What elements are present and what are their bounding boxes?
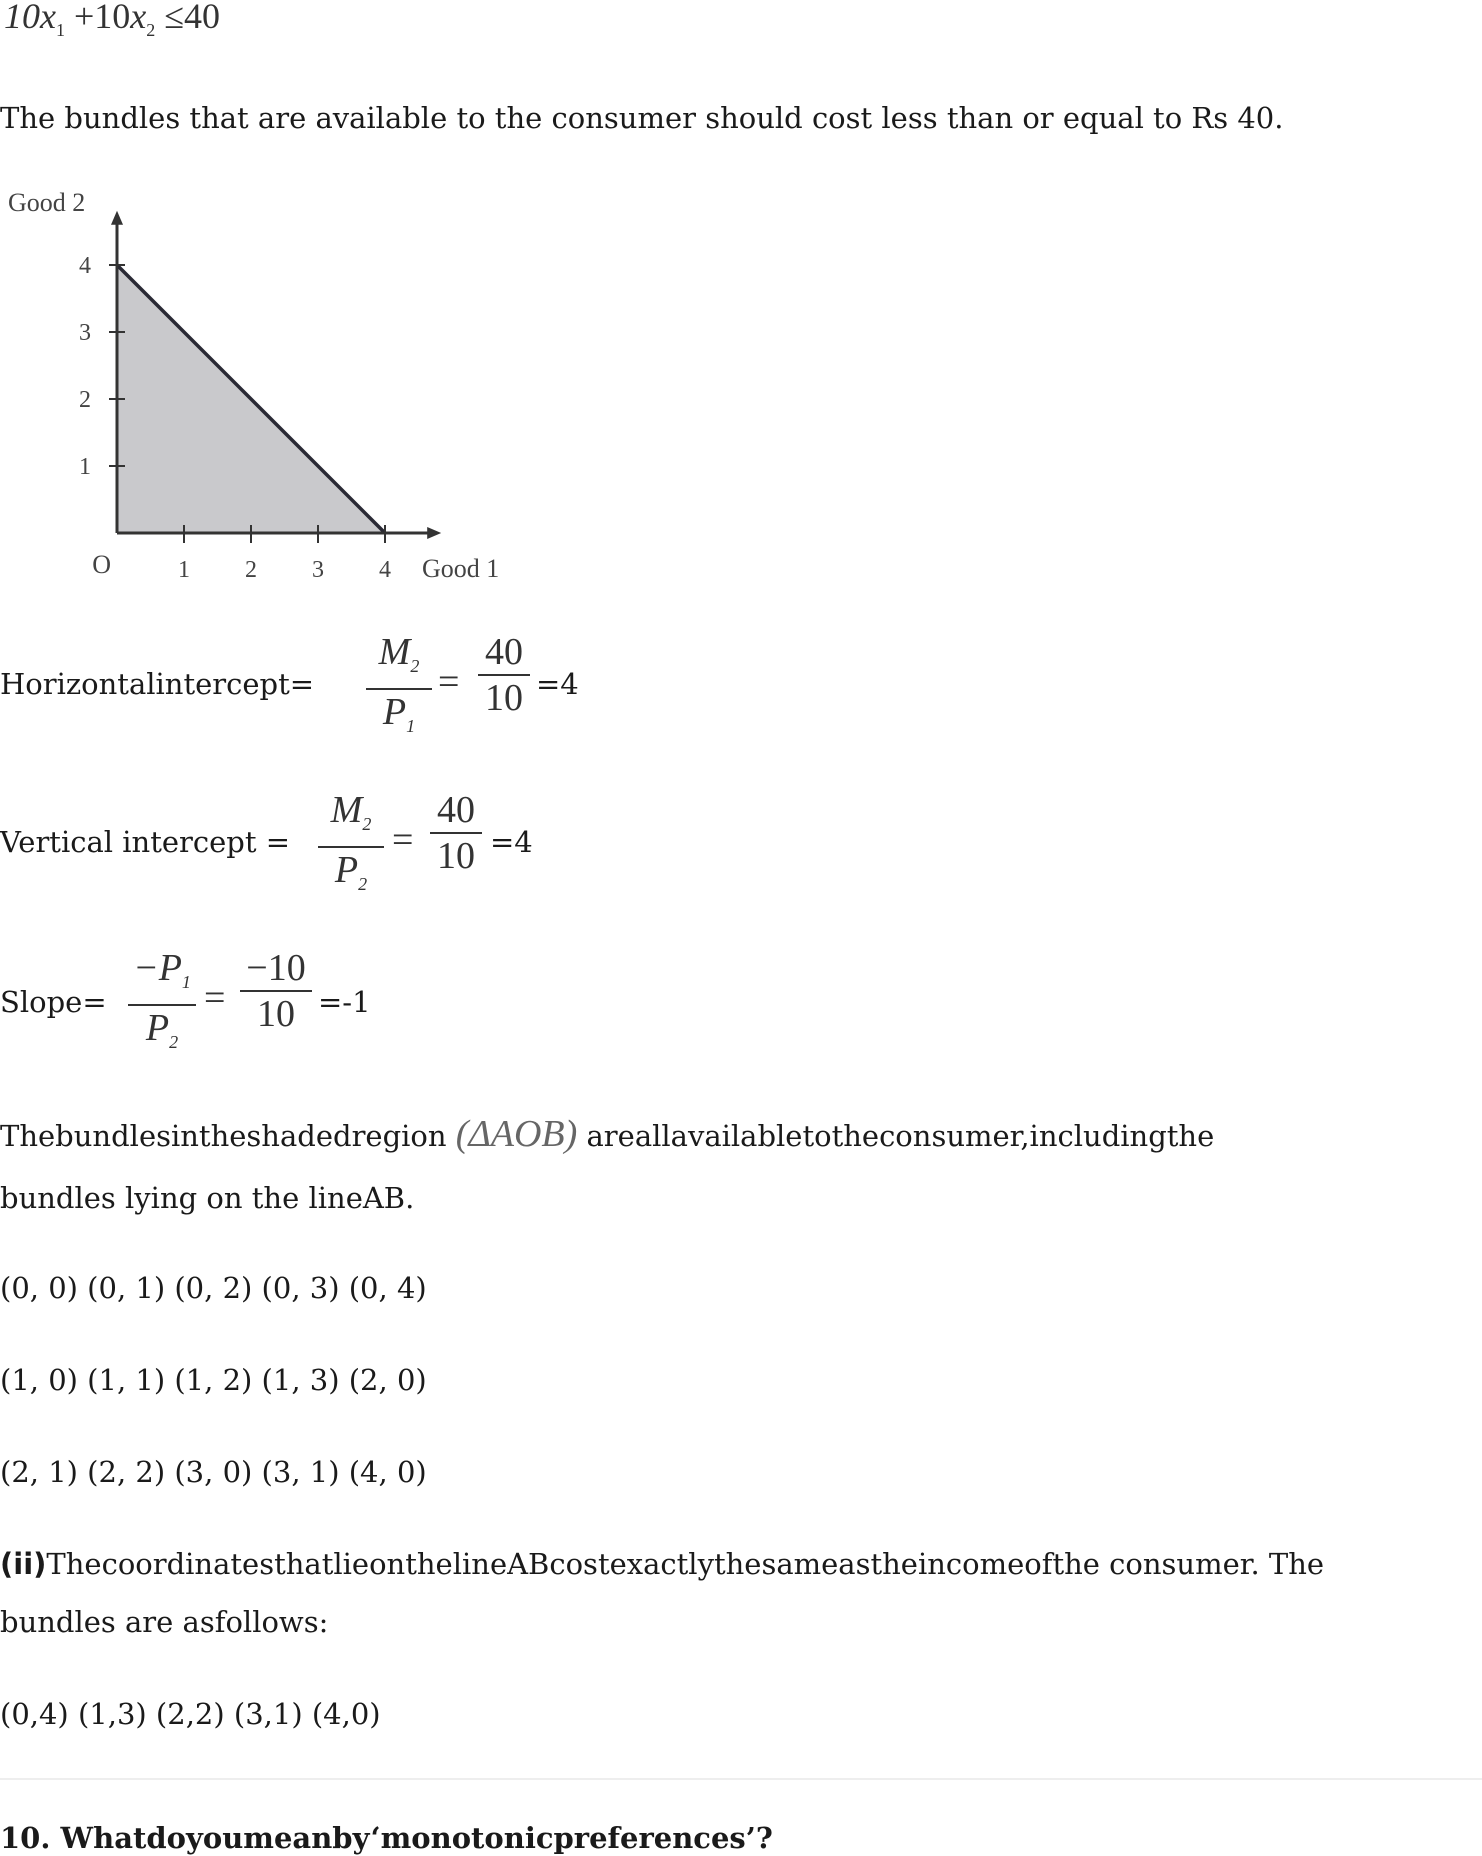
y-tick-label: 1 <box>79 454 91 480</box>
slope-result: =-1 <box>318 985 371 1019</box>
frac-sub: 2 <box>169 1032 179 1052</box>
y-tick-label: 3 <box>79 320 91 346</box>
part-ii-text: ThecoordinatesthatlieonthelineABcostexactlythesameastheincomeofthe consumer. The <box>46 1547 1325 1581</box>
frac-sub: 2 <box>410 656 420 676</box>
frac-denominator: P <box>145 1007 170 1049</box>
triangle-aob: (ΔAOB) <box>455 1113 578 1155</box>
frac-numerator: −10 <box>246 947 306 989</box>
equals-sign: = <box>392 819 414 861</box>
horizontal-symbol-fraction <box>366 630 432 748</box>
slope-label: Slope= <box>0 985 107 1019</box>
vertical-intercept-label: Vertical intercept = <box>0 825 291 859</box>
horizontal-intercept-result: =4 <box>536 667 579 701</box>
x-tick-label: 2 <box>245 557 257 583</box>
bundle-row: (2, 1) (2, 2) (3, 0) (3, 1) (4, 0) <box>0 1455 427 1489</box>
line-bundles: (0,4) (1,3) (2,2) (3,1) (4,0) <box>0 1697 381 1731</box>
frac-denominator: P <box>334 849 359 891</box>
part-ii-line1 <box>0 1546 1324 1582</box>
y-axis-label: Good 2 <box>8 188 86 217</box>
frac-denominator: 10 <box>437 835 475 877</box>
y-axis-arrow <box>111 211 123 225</box>
frac-numerator: 40 <box>437 789 475 831</box>
x-axis-arrow <box>427 527 441 539</box>
section-divider <box>0 1778 1482 1780</box>
frac-sub: 2 <box>358 874 368 894</box>
sentence-part: areallavailabletotheconsumer,includingthe <box>586 1119 1215 1153</box>
budget-inequality: $10x_1 +10x_2 \le 40$ <box>4 0 221 40</box>
frac-numerator: M <box>330 789 363 831</box>
equals-sign: = <box>204 977 226 1019</box>
horizontal-value-fraction <box>478 630 530 720</box>
slope-symbol-fraction <box>128 946 196 1064</box>
frac-numerator: M <box>378 631 411 673</box>
sentence-part: Thebundlesintheshadedregion <box>0 1119 447 1153</box>
vertical-symbol-fraction <box>318 788 384 906</box>
budget-set-chart <box>0 180 540 600</box>
part-ii-line2: bundles are asfollows: <box>0 1605 329 1639</box>
frac-denominator: 10 <box>485 677 523 719</box>
frac-numerator: −P <box>133 947 182 989</box>
bundle-row: (0, 0) (0, 1) (0, 2) (0, 3) (0, 4) <box>0 1271 427 1305</box>
frac-sub: 2 <box>362 814 372 834</box>
bundle-row: (1, 0) (1, 1) (1, 2) (1, 3) (2, 0) <box>0 1363 427 1397</box>
y-tick-label: 2 <box>79 387 91 413</box>
y-tick-label: 4 <box>79 253 91 279</box>
intro-sentence: The bundles that are available to the consumer should cost less than or equal to Rs 40. <box>0 101 1284 135</box>
horizontal-intercept-label: Horizontalintercept= <box>0 667 315 701</box>
frac-sub: 1 <box>406 716 416 736</box>
x-axis-label: Good 1 <box>422 554 500 583</box>
question-10-heading: 10. Whatdoyoumeanby‘monotonicpreferences’? <box>0 1821 773 1855</box>
frac-sub: 1 <box>181 972 191 992</box>
shaded-region-sentence-line2: bundles lying on the lineAB. <box>0 1181 415 1215</box>
equals-sign: = <box>438 661 460 703</box>
frac-denominator: 10 <box>257 993 295 1035</box>
vertical-value-fraction <box>430 788 482 878</box>
part-ii-marker: (ii) <box>0 1547 47 1581</box>
frac-numerator: 40 <box>485 631 523 673</box>
vertical-intercept-result: =4 <box>490 825 533 859</box>
frac-denominator: P <box>382 691 407 733</box>
origin-label: O <box>92 550 111 579</box>
shaded-region-sentence <box>0 1113 1215 1155</box>
slope-value-fraction <box>240 946 312 1036</box>
x-tick-label: 4 <box>379 557 391 583</box>
x-tick-label: 1 <box>178 557 190 583</box>
x-tick-label: 3 <box>312 557 324 583</box>
